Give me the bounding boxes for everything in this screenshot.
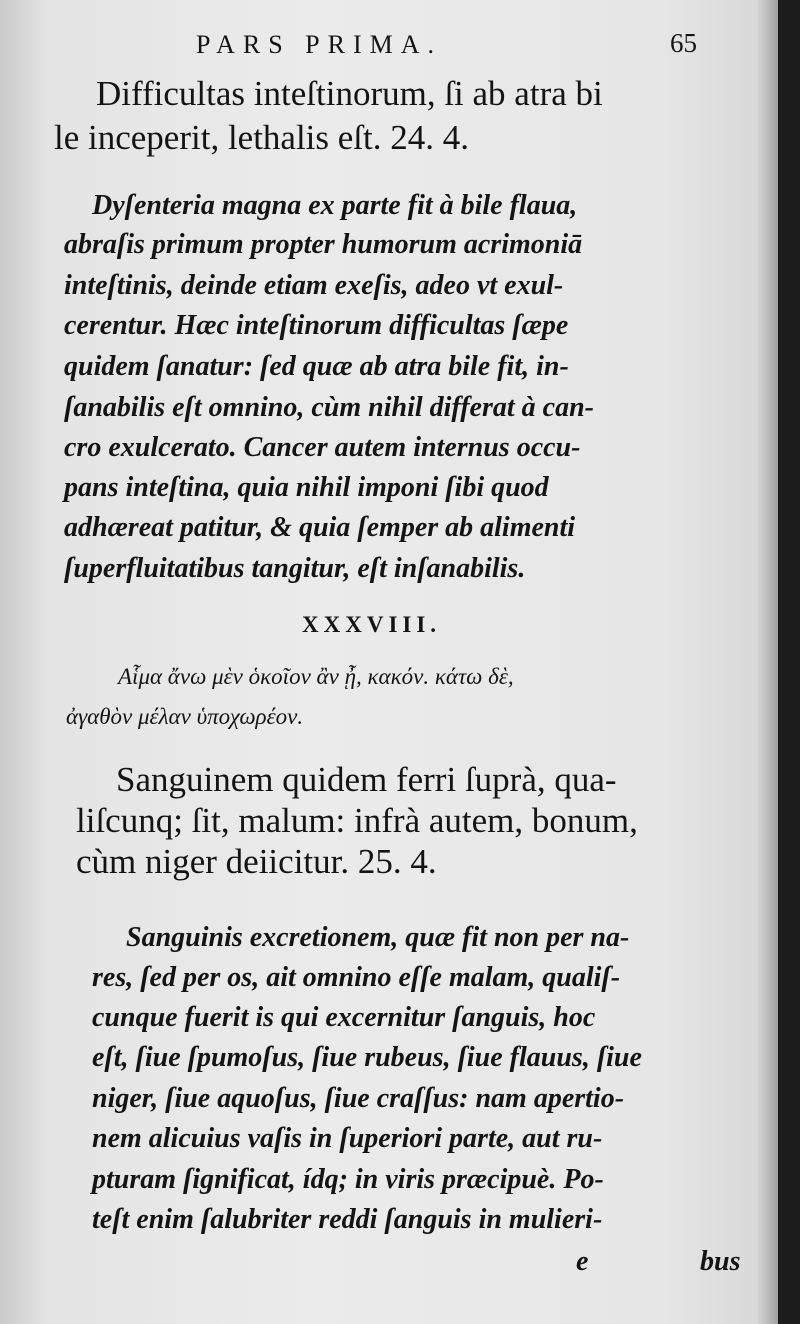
text-line: inteſtinis, deinde etiam exeſis, adeo vt exul- xyxy=(64,270,564,301)
page-number: 65 xyxy=(670,28,697,58)
text-line: niger, ſiue aquoſus, ſiue craſſus: nam apertio- xyxy=(92,1083,625,1114)
text-line: cunque fuerit is qui excernitur ſanguis, hoc xyxy=(92,1002,596,1033)
text-line: abraſis primum propter humorum acrimoniā xyxy=(64,229,583,260)
text-line: nem alicuius vaſis in ſuperiori parte, aut ru- xyxy=(92,1123,603,1154)
running-head: PARS PRIMA. xyxy=(196,30,443,59)
text-line: adhæreat patitur, & quia ſemper ab alimenti xyxy=(64,512,576,543)
text-line: pturam ſignificat, ídq; in viris præcipuè. Po- xyxy=(92,1164,604,1195)
greek-line: ἀγαθὸν μέλαν ὑποχωρέον. xyxy=(66,704,304,729)
signature-mark: e xyxy=(576,1246,589,1277)
text-line: cùm niger deiicitur. 25. 4. xyxy=(76,842,437,881)
text-line: Difficultas inteſtinorum, ſi ab atra bi xyxy=(96,74,603,113)
page-edge-shadow xyxy=(756,0,778,1324)
text-line: quidem ſanatur: ſed quæ ab atra bile fit, in- xyxy=(64,351,569,382)
page-header xyxy=(0,28,778,64)
greek-line: Αἷμα ἄνω μὲν ὁκοῖον ἂν ᾖ, κακόν. κάτω δὲ, xyxy=(118,664,514,689)
text-line: ſanabilis eſt omnino, cùm nihil differat à can- xyxy=(64,392,594,423)
text-line: Dyſenteria magna ex parte fit à bile flaua, xyxy=(92,190,578,221)
text-line: cro exulcerato. Cancer autem internus occu- xyxy=(64,432,581,463)
text-line: eſt, ſiue ſpumoſus, ſiue rubeus, ſiue flauus, ſiue xyxy=(92,1042,642,1073)
text-line: res, ſed per os, ait omnino eſſe malam, qualiſ- xyxy=(92,962,621,993)
text-line: Sanguinis excretionem, quæ fit non per na- xyxy=(126,922,630,953)
text-line: liſcunq; ſit, malum: infrà autem, bonum, xyxy=(76,801,638,840)
text-line: ſuperfluitatibus tangitur, eſt inſanabilis. xyxy=(64,553,526,584)
text-line: pans inteſtina, quia nihil imponi ſibi quod xyxy=(64,472,549,503)
text-line: le inceperit, lethalis eſt. 24. 4. xyxy=(54,118,470,157)
text-line: Sanguinem quidem ferri ſuprà, qua- xyxy=(116,760,617,799)
text-line: teſt enim ſalubriter reddi ſanguis in mulieri- xyxy=(92,1204,603,1235)
text-line: cerentur. Hæc inteſtinorum difficultas ſæpe xyxy=(64,310,569,341)
section-numeral: XXXVIII. xyxy=(302,612,442,637)
catchword: bus xyxy=(700,1246,741,1277)
